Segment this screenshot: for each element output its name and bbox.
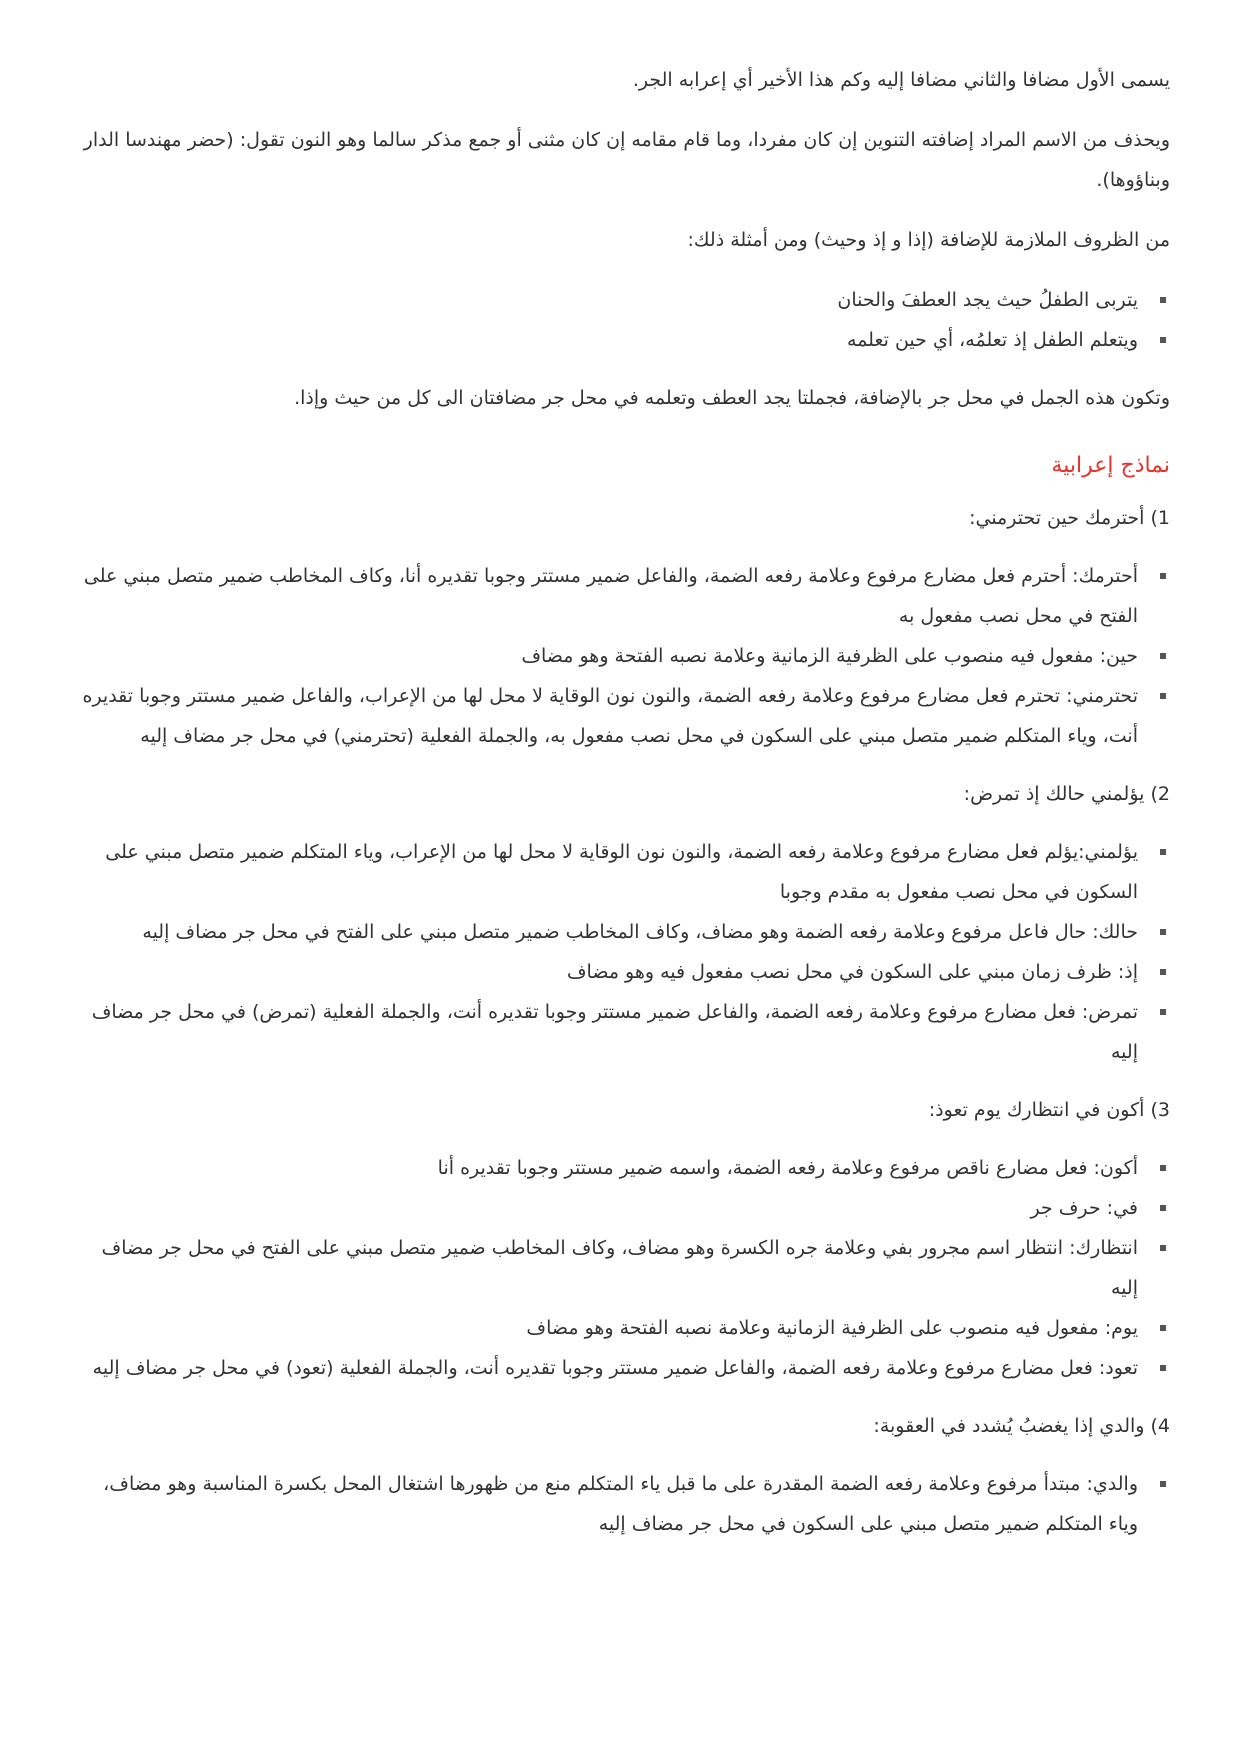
bullet-square-icon — [1160, 929, 1166, 935]
model-4-list — [72, 1464, 1170, 1544]
bullet-square-icon — [1160, 1205, 1166, 1211]
bullet-square-icon — [1160, 1365, 1166, 1371]
intro-paragraph-1: يسمى الأول مضافا والثاني مضافا إليه وكم هذا الأخير أي إعرابه الجر. — [632, 69, 1170, 91]
list-item: إذ: ظرف زمان مبني على السكون في محل نصب مفعول فيه وهو مضاف — [72, 952, 1138, 992]
bullet-square-icon — [1160, 969, 1166, 975]
model-3-list — [72, 1148, 1170, 1388]
intro-paragraph-4: وتكون هذه الجمل في محل جر بالإضافة، فجملتا يجد العطف وتعلمه في محل جر مضافتان الى كل من حيث وإذا. — [294, 387, 1170, 409]
model-title-2: 2) يؤلمني حالك إذ تمرض: — [963, 783, 1170, 805]
list-item: أكون: فعل مضارع ناقص مرفوع وعلامة رفعه الضمة، واسمه ضمير مستتر وجوبا تقديره أنا — [72, 1148, 1138, 1188]
intro-paragraph-2: ويحذف من الاسم المراد إضافته التنوين إن كان مفردا، وما قام مقامه إن كان مثنى أو جمع مذكر سالما وهو النون تقول: (حضر مهندسا الدار وبناؤوها). — [83, 129, 1170, 191]
model-2-list — [72, 832, 1170, 1072]
model-title-3: 3) أكون في انتظارك يوم تعوذ: — [928, 1099, 1170, 1121]
bullet-square-icon — [1160, 1165, 1166, 1171]
list-item: في: حرف جر — [72, 1188, 1138, 1228]
model-1-list — [72, 556, 1170, 756]
list-item: ويتعلم الطفل إذ تعلمُه، أي حين تعلمه — [72, 320, 1138, 360]
list-item: تعود: فعل مضارع مرفوع وعلامة رفعه الضمة، والفاعل ضمير مستتر وجوبا تقديره أنت، والجملة الفعلية (تعود) في محل جر مضاف إليه — [72, 1348, 1138, 1388]
list-item: انتظارك: انتظار اسم مجرور بفي وعلامة جره الكسرة وهو مضاف، وكاف المخاطب ضمير متصل مبني على الفتح في محل جر مضاف إليه — [72, 1228, 1138, 1308]
list-item: يوم: مفعول فيه منصوب على الظرفية الزمانية وعلامة نصبه الفتحة وهو مضاف — [72, 1308, 1138, 1348]
bullet-square-icon — [1160, 1325, 1166, 1331]
model-title-4: 4) والدي إذا يغضبُ يُشدد في العقوبة: — [873, 1415, 1170, 1437]
list-item: يتربى الطفلُ حيث يجد العطفَ والحنان — [72, 280, 1138, 320]
list-item: حالك: حال فاعل مرفوع وعلامة رفعه الضمة وهو مضاف، وكاف المخاطب ضمير متصل مبني على الفتح في محل جر مضاف إليه — [72, 912, 1138, 952]
bullet-square-icon — [1160, 1245, 1166, 1251]
section-heading: نماذج إعرابية — [1051, 453, 1170, 478]
list-item: تحترمني: تحترم فعل مضارع مرفوع وعلامة رفعه الضمة، والنون نون الوقاية لا محل لها من الإعراب، والفاعل ضمير مستتر وجوبا تقديره أنت، وياء المتكلم ضمير متصل مبني على السكون في محل نصب مفعول به، والجملة الفعلية (تحترمني) في محل جر مضاف إليه — [72, 676, 1138, 756]
bullet-square-icon — [1160, 849, 1166, 855]
model-title-1: 1) أحترمك حين تحترمني: — [969, 507, 1170, 529]
bullet-square-icon — [1160, 653, 1166, 659]
list-item: يؤلمني:يؤلم فعل مضارع مرفوع وعلامة رفعه الضمة، والنون نون الوقاية لا محل لها من الإعراب، وياء المتكلم ضمير متصل مبني على السكون في محل نصب مفعول به مقدم وجوبا — [72, 832, 1138, 912]
list-item: والدي: مبتدأ مرفوع وعلامة رفعه الضمة المقدرة على ما قبل ياء المتكلم منع من ظهورها اشتغال المحل بكسرة المناسبة وهو مضاف، وياء المتكلم ضمير متصل مبني على السكون في محل جر مضاف إليه — [72, 1464, 1138, 1544]
bullet-square-icon — [1160, 1481, 1166, 1487]
bullet-square-icon — [1160, 573, 1166, 579]
intro-paragraph-3: من الظروف الملازمة للإضافة (إذا و إذ وحيث) ومن أمثلة ذلك: — [687, 229, 1170, 251]
list-item: أحترمك: أحترم فعل مضارع مرفوع وعلامة رفعه الضمة، والفاعل ضمير مستتر وجوبا تقديره أنا، وكاف المخاطب ضمير متصل مبني على الفتح في محل نصب مفعول به — [72, 556, 1138, 636]
bullet-square-icon — [1160, 693, 1166, 699]
list-item: تمرض: فعل مضارع مرفوع وعلامة رفعه الضمة، والفاعل ضمير مستتر وجوبا تقديره أنت، والجملة الفعلية (تمرض) في محل جر مضاف إليه — [72, 992, 1138, 1072]
bullet-square-icon — [1160, 1009, 1166, 1015]
bullet-square-icon — [1160, 297, 1166, 303]
intro-examples-list — [72, 280, 1170, 360]
list-item: حين: مفعول فيه منصوب على الظرفية الزمانية وعلامة نصبه الفتحة وهو مضاف — [72, 636, 1138, 676]
bullet-square-icon — [1160, 337, 1166, 343]
